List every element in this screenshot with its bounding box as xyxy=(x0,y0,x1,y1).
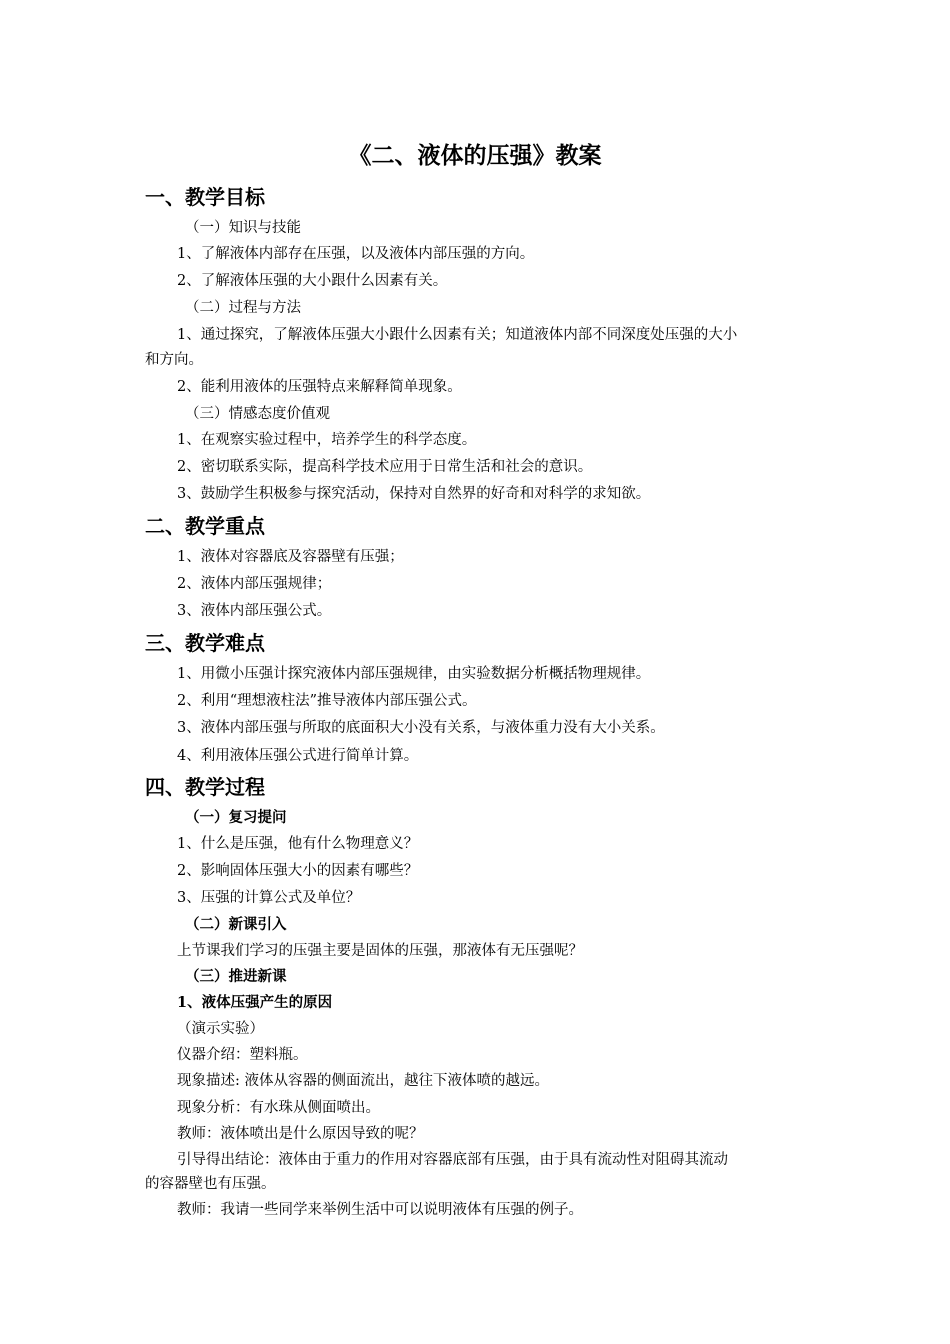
paragraph-continued: 和方向。 xyxy=(145,352,203,368)
paragraph: 1、了解液体内部存在压强，以及液体内部压强的方向。 xyxy=(177,246,535,262)
paragraph: （演示实验） xyxy=(177,1021,264,1037)
section-heading-process: 四、教学过程 xyxy=(145,775,265,799)
subheading-knowledge: （一）知识与技能 xyxy=(185,220,301,236)
paragraph: 现象描述: 液体从容器的侧面流出，越往下液体喷的越远。 xyxy=(177,1073,549,1089)
subheading-new-lesson: （三）推进新课 xyxy=(185,968,287,985)
paragraph: 3、压强的计算公式及单位？ xyxy=(177,890,361,906)
paragraph: 4、利用液体压强公式进行简单计算。 xyxy=(177,748,419,764)
paragraph: 3、液体内部压强公式。 xyxy=(177,603,332,619)
paragraph: 1、液体对容器底及容器壁有压强； xyxy=(177,549,404,565)
section-heading-objectives: 一、教学目标 xyxy=(145,185,265,209)
paragraph: 2、密切联系实际，提高科学技术应用于日常生活和社会的意识。 xyxy=(177,459,593,475)
paragraph: 教师：我请一些同学来举例生活中可以说明液体有压强的例子。 xyxy=(177,1202,583,1218)
paragraph: 2、利用“理想液柱法”推导液体内部压强公式。 xyxy=(177,693,477,709)
subheading-attitude: （三）情感态度价值观 xyxy=(185,406,330,422)
paragraph: 2、了解液体压强的大小跟什么因素有关。 xyxy=(177,273,448,289)
subheading-introduction: （二）新课引入 xyxy=(185,916,287,933)
paragraph: 仪器介绍：塑料瓶。 xyxy=(177,1047,308,1063)
paragraph: 1、用微小压强计探究液体内部压强规律，由实验数据分析概括物理规律。 xyxy=(177,666,651,682)
paragraph: 2、能利用液体的压强特点来解释简单现象。 xyxy=(177,379,462,395)
paragraph: 1、在观察实验过程中，培养学生的科学态度。 xyxy=(177,432,477,448)
paragraph: 1、通过探究，了解液体压强大小跟什么因素有关；知道液体内部不同深度处压强的大小 xyxy=(177,327,738,343)
paragraph-continued: 的容器壁也有压强。 xyxy=(145,1176,276,1192)
paragraph: 3、鼓励学生积极参与探究活动，保持对自然界的好奇和对科学的求知欲。 xyxy=(177,486,651,502)
section-heading-key-points: 二、教学重点 xyxy=(145,514,265,538)
paragraph: 1、什么是压强，他有什么物理意义？ xyxy=(177,836,419,852)
paragraph: 上节课我们学习的压强主要是固体的压强，那液体有无压强呢？ xyxy=(177,943,583,959)
paragraph: 引导得出结论：液体由于重力的作用对容器底部有压强，由于具有流动性对阻碍其流动 xyxy=(177,1152,728,1168)
paragraph: 2、影响固体压强大小的因素有哪些？ xyxy=(177,863,419,879)
subheading-cause: 1、液体压强产生的原因 xyxy=(177,994,333,1011)
paragraph: 2、液体内部压强规律； xyxy=(177,576,332,592)
subheading-process: （二）过程与方法 xyxy=(185,300,301,316)
paragraph: 3、液体内部压强与所取的底面积大小没有关系，与液体重力没有大小关系。 xyxy=(177,720,665,736)
paragraph: 教师：液体喷出是什么原因导致的呢？ xyxy=(177,1126,424,1142)
paragraph: 现象分析：有水珠从侧面喷出。 xyxy=(177,1100,380,1116)
subheading-review: （一）复习提问 xyxy=(185,809,287,826)
page-title: 《二、液体的压强》教案 xyxy=(348,142,602,169)
section-heading-difficulties: 三、教学难点 xyxy=(145,631,265,655)
